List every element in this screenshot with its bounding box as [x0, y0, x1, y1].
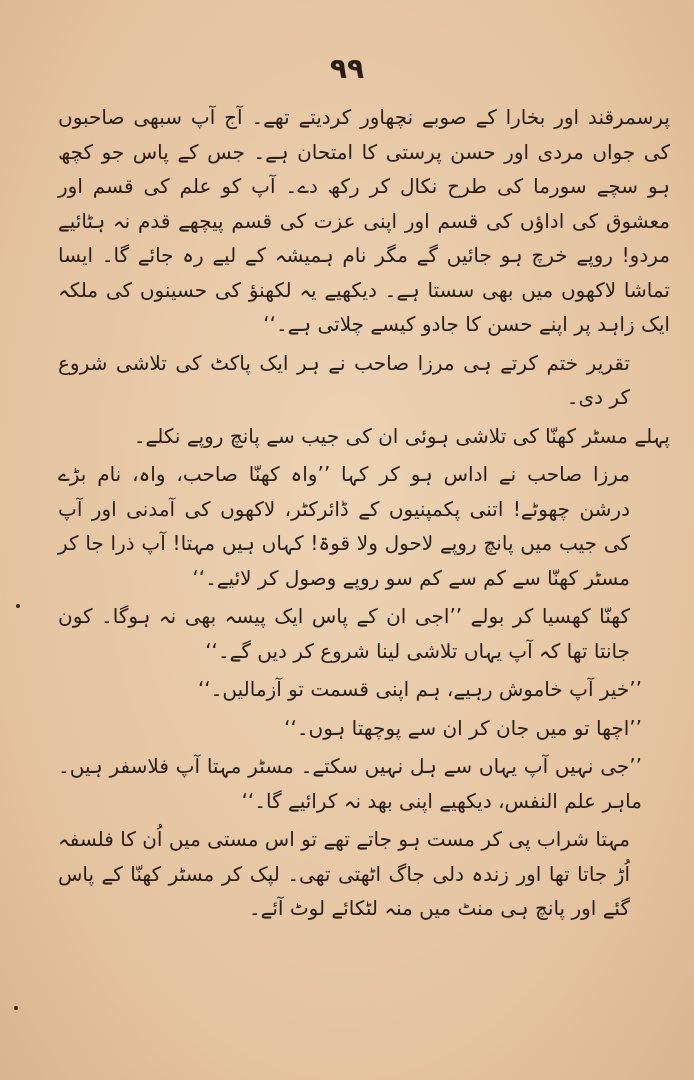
- page-number: ۹۹: [329, 52, 365, 85]
- paragraph: مرزا صاحب نے اداس ہو کر کہا ’’واہ کھنّا صاحب، واہ، نام بڑے درشن چھوٹے! اتنی پکمپنیوں کے ڈائرکٹر، لاکھوں کی آمدنی اور آپ کی جیب میں پانچ روپے لاحول ولا قوۃ! کہاں ہیں مہتا! آپ ذرا جا کر مسٹر کھنّا سے کم سے کم سو روپے وصول کر لائیے۔‘‘: [58, 462, 630, 590]
- paragraph: ’’جی نہیں آپ یہاں سے ہل نہیں سکتے۔ مسٹر مہتا آپ فلاسفر ہیں۔ ماہر علم النفس، دیکھیے اپنی بھد نہ کرائیے گا۔‘‘: [58, 754, 642, 813]
- ink-speck: [14, 1006, 18, 1010]
- paragraph: مہتا شراب پی کر مست ہو جاتے تھے تو اس مستی میں اُن کا فلسفہ اُڑ جاتا تھا اور زندہ دلی جاگ اٹھتی تھی۔ لپک کر مسٹر کھنّا کے پاس گئے اور پانچ ہی منٹ میں منہ لٹکائے لوٹ آئے۔: [58, 827, 630, 920]
- paragraph: پرسمرقند اور بخارا کے صوبے نچھاور کردیتے تھے۔ آج آپ سبھی صاحبوں کی جواں مردی اور حسن پرستی کا امتحان ہے۔ جس کے پاس جو کچھ ہو سچے سورما کی طرح نکال کر رکھ دے۔ آپ کو علم کی قسم اور معشوق کی اداؤں کی قسم اور اپنی عزت کی قسم پیچھے قدم نہ ہٹائیے مردو! روپے خرچ ہو جائیں گے مگر نام ہمیشہ کے لیے رہ جائے گا۔ ایسا تماشا لاکھوں میں بھی سستا ہے۔ دیکھیے یہ لکھنؤ کی حسینوں کی ملکہ ایک زاہد پر اپنے حسن کا جادو کیسے چلاتی ہے۔‘‘: [58, 105, 670, 336]
- paragraph: ’’خیر آپ خاموش رہیے، ہم اپنی قسمت تو آزمالیں۔‘‘: [197, 677, 642, 701]
- paragraph: ’’اچھا تو میں جان کر ان سے پوچھتا ہوں۔‘‘: [284, 715, 642, 740]
- page-text: [58, 100, 670, 926]
- paragraph: کھنّا کھسیا کر بولے ’’اجی ان کے پاس ایک پیسہ بھی نہ ہوگا۔ کون جانتا تھا کہ آپ یہاں تلاشی لینا شروع کر دیں گے۔‘‘: [58, 604, 630, 663]
- paragraph: پہلے مسٹر کھنّا کی تلاشی ہوئی ان کی جیب سے پانچ روپے نکلے۔: [133, 423, 670, 448]
- ink-speck: [16, 604, 20, 608]
- paragraph: تقریر ختم کرتے ہی مرزا صاحب نے ہر ایک پاکٹ کی تلاشی شروع کر دی۔: [58, 350, 630, 409]
